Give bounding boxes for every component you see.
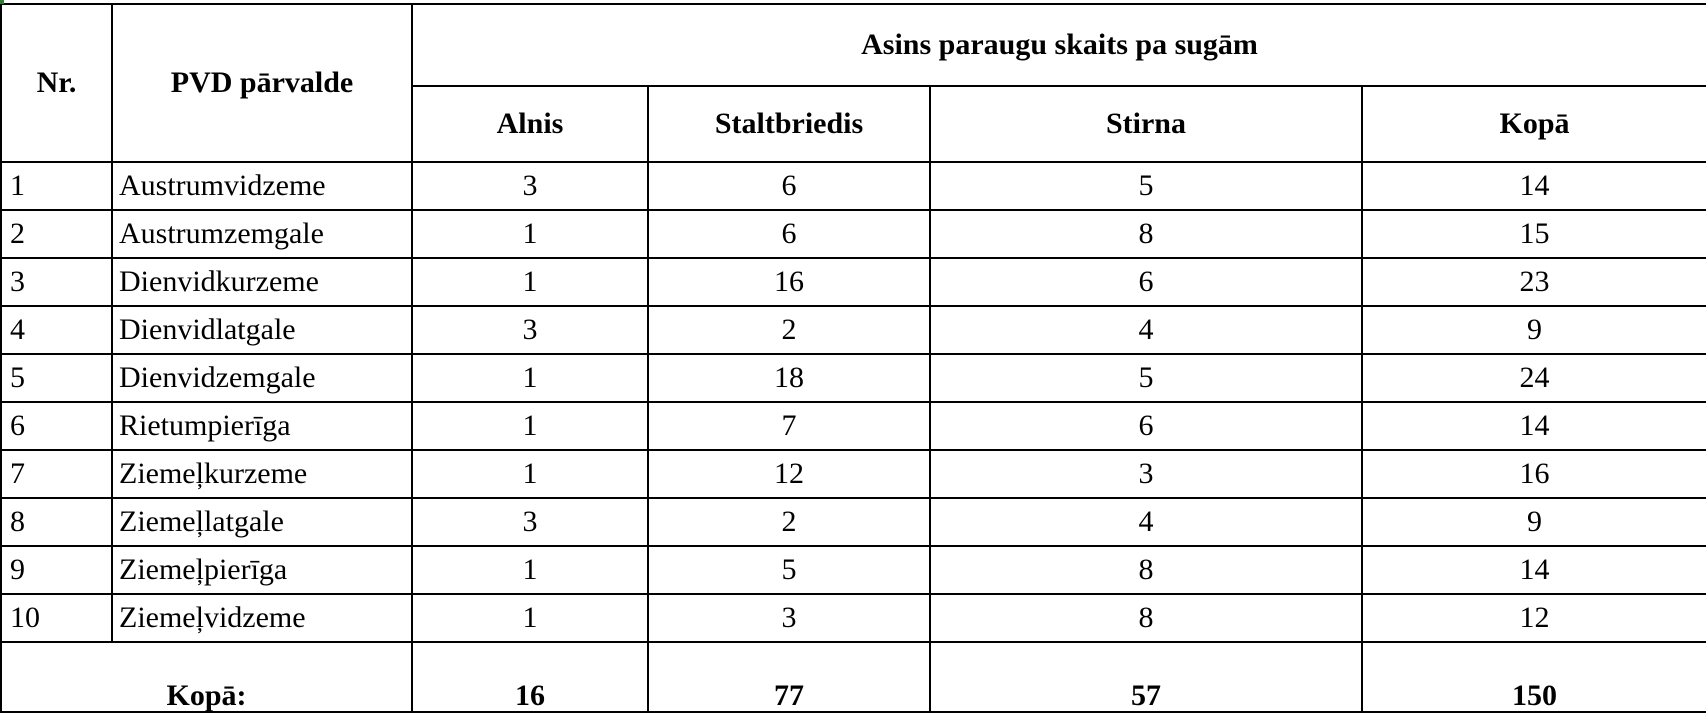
cell-staltbriedis[interactable]: 18 bbox=[648, 354, 930, 402]
cell-stirna[interactable]: 8 bbox=[930, 594, 1362, 642]
cell-region[interactable]: Ziemeļvidzeme bbox=[112, 594, 412, 642]
cell-nr[interactable]: 1 bbox=[1, 162, 112, 210]
table-row bbox=[1, 162, 1706, 210]
table-row bbox=[1, 306, 1706, 354]
cell-kopa[interactable]: 14 bbox=[1362, 402, 1706, 450]
cell-stirna[interactable]: 5 bbox=[930, 162, 1362, 210]
header-kopa[interactable]: Kopā bbox=[1362, 86, 1706, 162]
spreadsheet-sheet bbox=[0, 3, 1706, 712]
cell-alnis[interactable]: 1 bbox=[412, 402, 648, 450]
cell-region[interactable]: Ziemeļkurzeme bbox=[112, 450, 412, 498]
cell-alnis[interactable]: 1 bbox=[412, 258, 648, 306]
cell-staltbriedis[interactable]: 6 bbox=[648, 210, 930, 258]
cell-nr[interactable]: 5 bbox=[1, 354, 112, 402]
header-species-group[interactable]: Asins paraugu skaits pa sugām bbox=[412, 4, 1706, 86]
table-row bbox=[1, 402, 1706, 450]
table-body bbox=[1, 162, 1706, 642]
cell-alnis[interactable]: 1 bbox=[412, 354, 648, 402]
blood-samples-table bbox=[0, 3, 1706, 713]
table-row bbox=[1, 594, 1706, 642]
cell-kopa[interactable]: 14 bbox=[1362, 162, 1706, 210]
cell-staltbriedis[interactable]: 3 bbox=[648, 594, 930, 642]
total-row bbox=[1, 642, 1706, 712]
cell-alnis[interactable]: 3 bbox=[412, 498, 648, 546]
table-row bbox=[1, 258, 1706, 306]
cell-nr[interactable]: 3 bbox=[1, 258, 112, 306]
cell-stirna[interactable]: 6 bbox=[930, 402, 1362, 450]
cell-alnis[interactable]: 1 bbox=[412, 450, 648, 498]
cell-region[interactable]: Ziemeļlatgale bbox=[112, 498, 412, 546]
cell-kopa[interactable]: 9 bbox=[1362, 306, 1706, 354]
cell-region[interactable]: Austrumzemgale bbox=[112, 210, 412, 258]
cell-staltbriedis[interactable]: 2 bbox=[648, 498, 930, 546]
cell-kopa[interactable]: 12 bbox=[1362, 594, 1706, 642]
cell-stirna[interactable]: 8 bbox=[930, 546, 1362, 594]
total-alnis[interactable]: 16 bbox=[412, 642, 648, 712]
cell-region[interactable]: Dienvidlatgale bbox=[112, 306, 412, 354]
cell-alnis[interactable]: 3 bbox=[412, 162, 648, 210]
cell-region[interactable]: Dienvidkurzeme bbox=[112, 258, 412, 306]
cell-kopa[interactable]: 24 bbox=[1362, 354, 1706, 402]
cell-kopa[interactable]: 9 bbox=[1362, 498, 1706, 546]
header-nr[interactable]: Nr. bbox=[1, 4, 112, 162]
cell-alnis[interactable]: 3 bbox=[412, 306, 648, 354]
cell-stirna[interactable]: 4 bbox=[930, 306, 1362, 354]
cell-kopa[interactable]: 15 bbox=[1362, 210, 1706, 258]
table-row bbox=[1, 354, 1706, 402]
header-row-top bbox=[1, 4, 1706, 86]
cell-alnis[interactable]: 1 bbox=[412, 594, 648, 642]
header-staltbriedis[interactable]: Staltbriedis bbox=[648, 86, 930, 162]
header-alnis[interactable]: Alnis bbox=[412, 86, 648, 162]
selection-corner-marker bbox=[0, 0, 4, 4]
cell-alnis[interactable]: 1 bbox=[412, 546, 648, 594]
cell-nr[interactable]: 10 bbox=[1, 594, 112, 642]
table-row bbox=[1, 450, 1706, 498]
cell-nr[interactable]: 7 bbox=[1, 450, 112, 498]
cell-staltbriedis[interactable]: 12 bbox=[648, 450, 930, 498]
cell-alnis[interactable]: 1 bbox=[412, 210, 648, 258]
header-region[interactable]: PVD pārvalde bbox=[112, 4, 412, 162]
cell-nr[interactable]: 9 bbox=[1, 546, 112, 594]
cell-region[interactable]: Rietumpierīga bbox=[112, 402, 412, 450]
cell-nr[interactable]: 4 bbox=[1, 306, 112, 354]
cell-stirna[interactable]: 4 bbox=[930, 498, 1362, 546]
cell-stirna[interactable]: 5 bbox=[930, 354, 1362, 402]
total-staltbriedis[interactable]: 77 bbox=[648, 642, 930, 712]
header-stirna[interactable]: Stirna bbox=[930, 86, 1362, 162]
cell-staltbriedis[interactable]: 2 bbox=[648, 306, 930, 354]
cell-staltbriedis[interactable]: 6 bbox=[648, 162, 930, 210]
cell-nr[interactable]: 2 bbox=[1, 210, 112, 258]
cell-stirna[interactable]: 6 bbox=[930, 258, 1362, 306]
total-label[interactable]: Kopā: bbox=[1, 642, 412, 712]
cell-kopa[interactable]: 14 bbox=[1362, 546, 1706, 594]
cell-kopa[interactable]: 23 bbox=[1362, 258, 1706, 306]
cell-region[interactable]: Ziemeļpierīga bbox=[112, 546, 412, 594]
total-stirna[interactable]: 57 bbox=[930, 642, 1362, 712]
cell-kopa[interactable]: 16 bbox=[1362, 450, 1706, 498]
table-row bbox=[1, 546, 1706, 594]
total-kopa[interactable]: 150 bbox=[1362, 642, 1706, 712]
cell-staltbriedis[interactable]: 16 bbox=[648, 258, 930, 306]
cell-staltbriedis[interactable]: 7 bbox=[648, 402, 930, 450]
cell-staltbriedis[interactable]: 5 bbox=[648, 546, 930, 594]
cell-region[interactable]: Dienvidzemgale bbox=[112, 354, 412, 402]
cell-nr[interactable]: 8 bbox=[1, 498, 112, 546]
table-row bbox=[1, 498, 1706, 546]
cell-stirna[interactable]: 8 bbox=[930, 210, 1362, 258]
cell-region[interactable]: Austrumvidzeme bbox=[112, 162, 412, 210]
cell-nr[interactable]: 6 bbox=[1, 402, 112, 450]
table-row bbox=[1, 210, 1706, 258]
cell-stirna[interactable]: 3 bbox=[930, 450, 1362, 498]
